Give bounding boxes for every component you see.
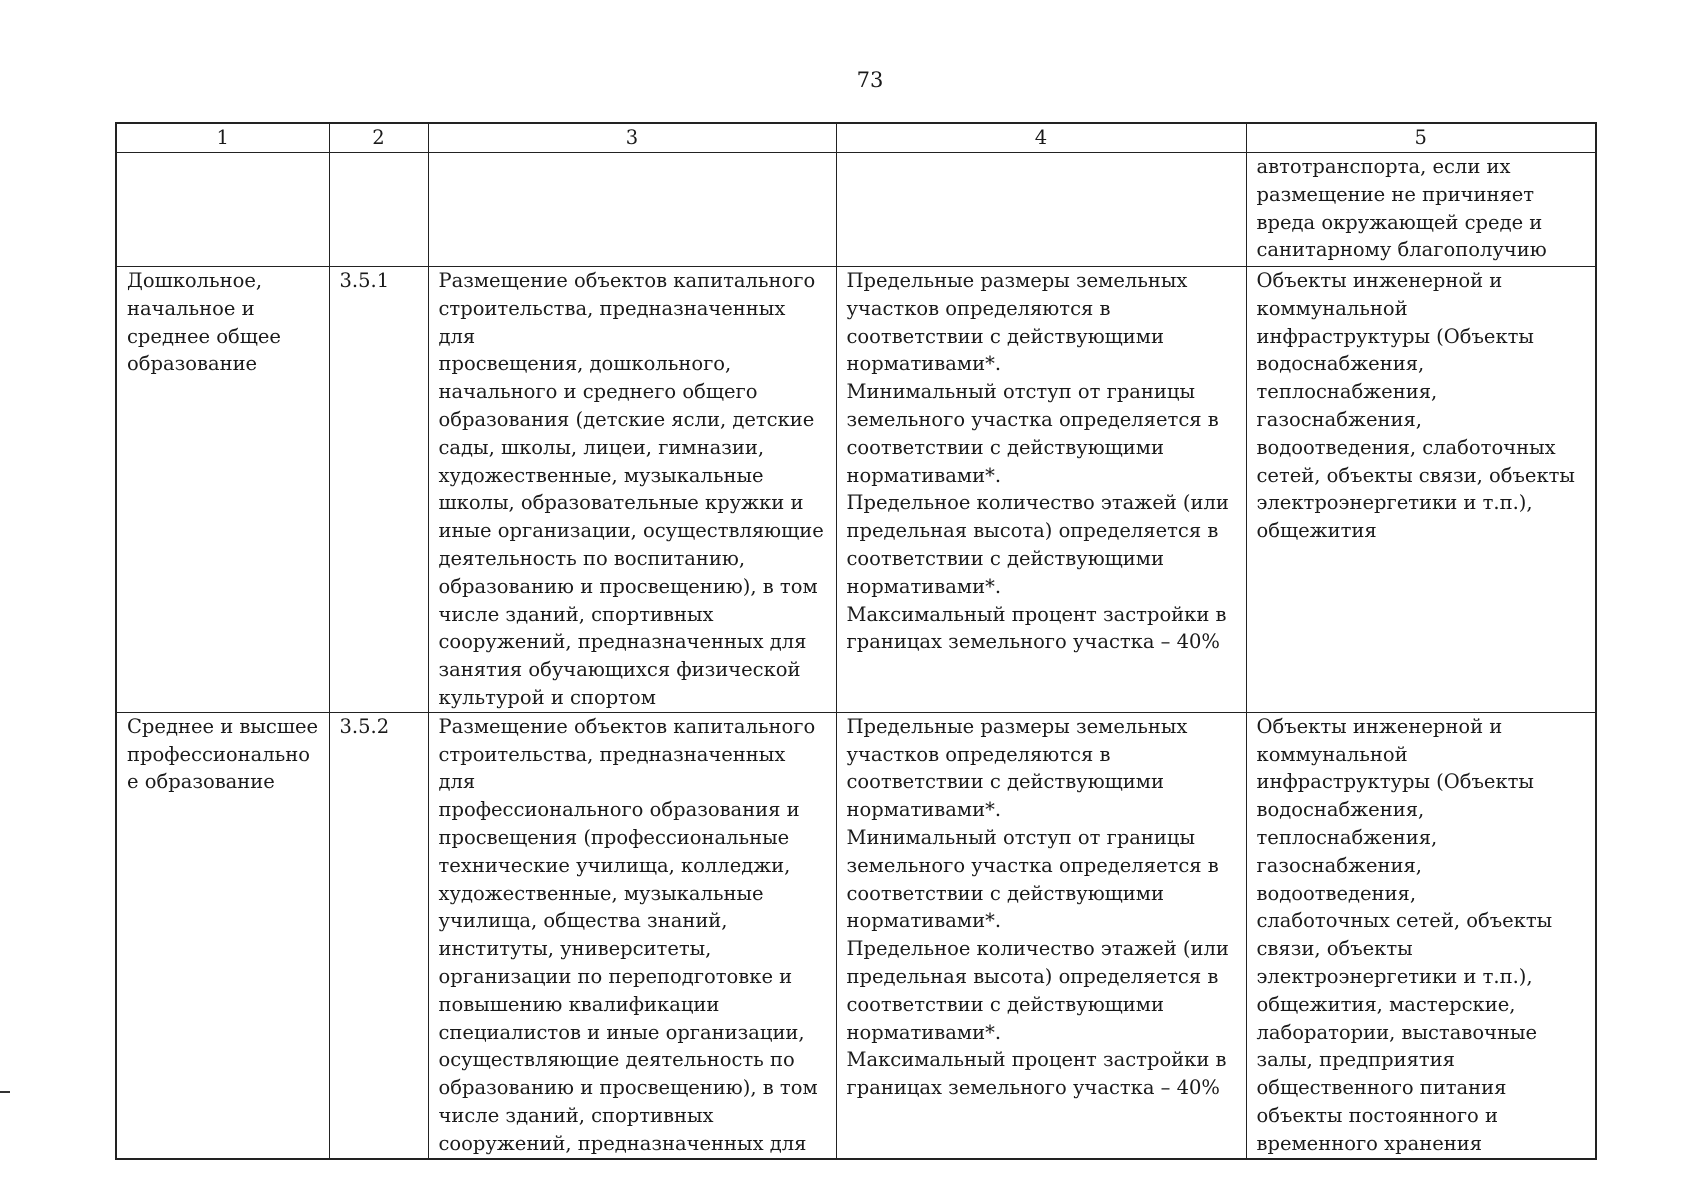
cell-name: Дошкольное, начальное и среднее общее образование: [116, 267, 329, 713]
cell-code: 3.5.2: [329, 712, 428, 1158]
table-row: [116, 712, 1596, 1158]
margin-tick-mark: [0, 1091, 10, 1093]
cell-name: [116, 153, 329, 267]
cell-auxiliary: автотранспорта, если их размещение не причиняет вреда окружающей среде и санитарному благополучию: [1246, 153, 1596, 267]
column-header: 4: [836, 123, 1246, 153]
cell-parameters: [836, 153, 1246, 267]
cell-auxiliary: Объекты инженерной и коммунальной инфраструктуры (Объекты водоснабжения, теплоснабжения, газоснабжения, водоотведения, слаботочных сетей, объекты связи, объекты электроэнергетики и т.п.), общежития: [1246, 267, 1596, 713]
zoning-table: [115, 122, 1597, 1160]
cell-auxiliary: Объекты инженерной и коммунальной инфраструктуры (Объекты водоснабжения, теплоснабжения, газоснабжения, водоотведения, слаботочных сетей, объекты связи, объекты электроэнергетики и т.п.), общежития, мастерские, лаборатории, выставочные залы, предприятия общественного питания объекты постоянного и временного хранения: [1246, 712, 1596, 1158]
column-header: 5: [1246, 123, 1596, 153]
cell-description: Размещение объектов капитального строительства, предназначенных для профессионального образования и просвещения (профессиональные технические училища, колледжи, художественные, музыкальные училища, общества знаний, институты, университеты, организации по переподготовке и повышению квалификации специалистов и иные организации, осуществляющие деятельность по образованию и просвещению), в том числе зданий, спортивных сооружений, предназначенных для: [428, 712, 836, 1158]
table-row: [116, 153, 1596, 267]
cell-code: [329, 153, 428, 267]
cell-description: Размещение объектов капитального строительства, предназначенных для просвещения, дошкольного, начального и среднего общего образования (детские ясли, детские сады, школы, лицеи, гимназии, художественные, музыкальные школы, образовательные кружки и иные организации, осуществляющие деятельность по воспитанию, образованию и просвещению), в том числе зданий, спортивных сооружений, предназначенных для занятия обучающихся физической культурой и спортом: [428, 267, 836, 713]
table-header-row: [116, 123, 1596, 153]
page-number: 73: [856, 68, 884, 92]
cell-parameters: Предельные размеры земельных участков определяются в соответствии с действующими нормативами*. Минимальный отступ от границы земельного участка определяется в соответствии с действующими нормативами*. Предельное количество этажей (или предельная высота) определяется в соответствии с действующими нормативами*. Максимальный процент застройки в границах земельного участка – 40%: [836, 712, 1246, 1158]
column-header: 2: [329, 123, 428, 153]
cell-parameters: Предельные размеры земельных участков определяются в соответствии с действующими нормативами*. Минимальный отступ от границы земельного участка определяется в соответствии с действующими нормативами*. Предельное количество этажей (или предельная высота) определяется в соответствии с действующими нормативами*. Максимальный процент застройки в границах земельного участка – 40%: [836, 267, 1246, 713]
cell-code: 3.5.1: [329, 267, 428, 713]
table-row: [116, 267, 1596, 713]
column-header: 3: [428, 123, 836, 153]
cell-description: [428, 153, 836, 267]
column-header: 1: [116, 123, 329, 153]
cell-name: Среднее и высшее профессионально е образование: [116, 712, 329, 1158]
